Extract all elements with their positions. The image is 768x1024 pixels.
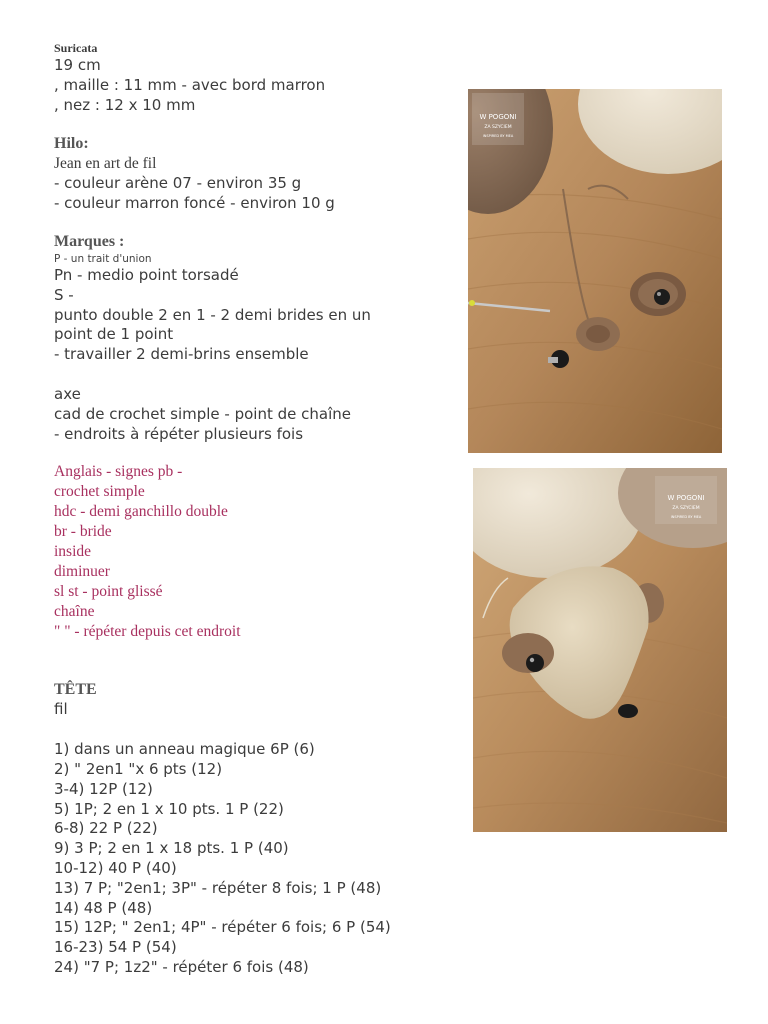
round-line: 2) " 2en1 "x 6 pts (12) xyxy=(54,759,223,778)
mark-together: - travailler 2 demi-brins ensemble xyxy=(54,345,309,364)
english-abbreviations xyxy=(54,462,454,642)
english-line: hdc - demi ganchillo double xyxy=(54,503,228,521)
logo-sub: ZA SZYCIEM xyxy=(672,506,700,511)
eye-line: , maille : 11 mm - avec bord marron xyxy=(54,75,326,94)
round-line: 5) 1P; 2 en 1 x 10 pts. 1 P (22) xyxy=(54,799,284,818)
mark-double: punto double 2 en 1 - 2 demi brides en un point de 1 point xyxy=(54,305,371,344)
english-line: Anglais - signes pb - xyxy=(54,463,183,481)
marks-heading: Marques : xyxy=(54,232,125,250)
size-line: 19 cm xyxy=(54,56,101,74)
round-line: 13) 7 P; "2en1; 3P" - répéter 8 fois; 1 P (48) xyxy=(54,878,382,897)
round-line: 15) 12P; " 2en1; 4P" - répéter 6 fois; 6 P (54) xyxy=(54,918,391,937)
axe-line-2: - endroits à répéter plusieurs fois xyxy=(54,424,304,443)
photo-meerkat-head xyxy=(473,468,727,832)
yarn-color-2: - couleur marron foncé - environ 10 g xyxy=(54,194,335,213)
nose-line: , nez : 12 x 10 mm xyxy=(54,95,196,114)
english-line: crochet simple xyxy=(54,483,145,501)
rounds-list xyxy=(54,740,454,978)
round-line: 6-8) 22 P (22) xyxy=(54,819,158,838)
head-section-heading: TÊTE xyxy=(54,681,97,699)
logo-text: W POGONI xyxy=(479,113,517,121)
logo-tag: INSPIRED BY MEA xyxy=(670,515,702,519)
logo-sub: ZA SZYCIEM xyxy=(484,125,512,130)
round-line: 9) 3 P; 2 en 1 x 18 pts. 1 P (40) xyxy=(54,839,289,858)
yarn-heading: Hilo: xyxy=(54,135,89,153)
mark-pn: Pn - medio point torsadé xyxy=(54,265,239,284)
yarn-brand: Jean en art de fil xyxy=(54,155,157,173)
english-line: br - bride xyxy=(54,523,112,541)
round-line: 1) dans un anneau magique 6P (6) xyxy=(54,740,315,759)
mark-s: S - xyxy=(54,285,74,304)
pattern-text xyxy=(54,40,454,978)
yarn-color-1: - couleur arène 07 - environ 35 g xyxy=(54,174,302,193)
round-line: 3-4) 12P (12) xyxy=(54,779,153,798)
english-line: inside xyxy=(54,543,92,561)
english-line: chaîne xyxy=(54,603,95,621)
logo-tag: INSPIRED BY MEA xyxy=(482,134,514,138)
axe-heading: axe xyxy=(54,384,81,403)
photo-eyes-parts-drawing xyxy=(468,89,722,453)
english-line: diminuer xyxy=(54,563,110,581)
logo-text: W POGONI xyxy=(667,494,705,502)
photo-eyes-parts xyxy=(468,89,722,453)
english-line: " " - répéter depuis cet endroit xyxy=(54,623,241,641)
round-line: 16-23) 54 P (54) xyxy=(54,938,177,957)
mark-p: P - un trait d'union xyxy=(54,252,152,265)
round-line: 14) 48 P (48) xyxy=(54,898,153,917)
photo-meerkat-head-drawing xyxy=(473,468,727,832)
axe-line-1: cad de crochet simple - point de chaîne xyxy=(54,404,351,423)
round-line: 10-12) 40 P (40) xyxy=(54,858,177,877)
round-line: 24) "7 P; 1z2" - répéter 6 fois (48) xyxy=(54,957,309,976)
pattern-title: Suricata xyxy=(54,41,98,55)
head-thread: fil xyxy=(54,700,68,719)
english-line: sl st - point glissé xyxy=(54,583,163,601)
